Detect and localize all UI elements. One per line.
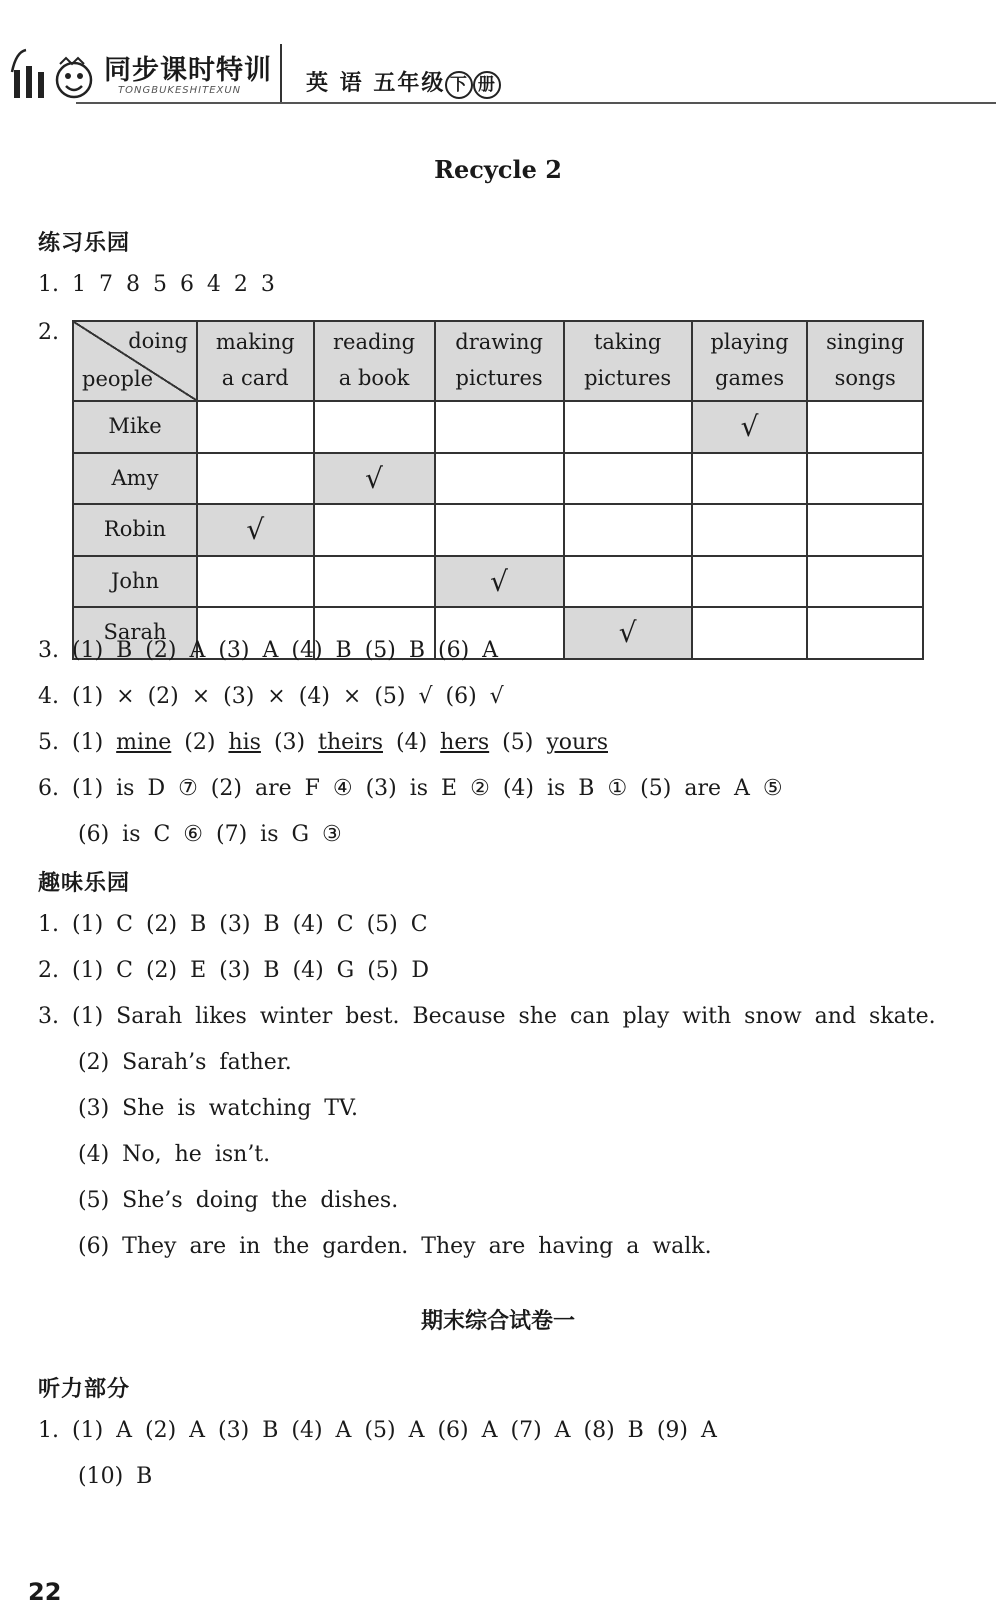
check-mark-cell: √ <box>197 504 314 556</box>
exam-title: 期末综合试卷一 <box>420 1309 575 1334</box>
subject-label: 英 语 <box>306 71 364 96</box>
volume-badge: 下 <box>445 71 473 99</box>
empty-cell <box>564 401 692 453</box>
empty-cell <box>197 556 314 608</box>
answer-q6-line1: 6. (1) is D ⑦ (2) are F ④ (3) is E ② (4) is B ① (5) are A ⑤ <box>38 776 783 801</box>
check-mark-cell: √ <box>564 607 692 659</box>
table-row <box>73 556 923 608</box>
empty-cell <box>435 453 564 505</box>
answer-word: hers <box>440 730 490 755</box>
fun-answer-q3-2: (2) Sarah’s father. <box>78 1050 292 1075</box>
table-row <box>73 504 923 556</box>
section-heading-listening: 听力部分 <box>38 1377 131 1402</box>
corner-col-label: doing <box>128 329 188 353</box>
table-row <box>73 453 923 505</box>
corner-row-label: people <box>82 367 154 392</box>
answer-q2-label: 2. <box>38 320 59 345</box>
fun-answer-q3-1: 3. (1) Sarah likes winter best. Because she can play with snow and skate. <box>38 1004 936 1029</box>
empty-cell <box>564 556 692 608</box>
empty-cell <box>692 607 808 659</box>
empty-cell <box>435 401 564 453</box>
empty-cell <box>564 453 692 505</box>
fun-answer-q1: 1. (1) C (2) B (3) B (4) C (5) C <box>38 912 428 937</box>
empty-cell <box>197 453 314 505</box>
empty-cell <box>692 556 808 608</box>
empty-cell <box>692 453 808 505</box>
answer-q4: 4. (1) × (2) × (3) × (4) × (5) √ (6) √ <box>38 684 504 709</box>
cartoon-logo-icon <box>8 42 94 102</box>
header-cell: drawing pictures <box>435 321 564 401</box>
fun-answer-q3-6: (6) They are in the garden. They are having a walk. <box>78 1234 712 1259</box>
fun-answer-q2: 2. (1) C (2) E (3) B (4) G (5) D <box>38 958 430 983</box>
header-cell: taking pictures <box>564 321 692 401</box>
grade-label: 五年级 <box>373 71 446 96</box>
section-heading-fun: 趣味乐园 <box>38 871 131 896</box>
header-cell: singing songs <box>807 321 923 401</box>
check-mark-cell: √ <box>314 453 435 505</box>
fun-answer-q3-5: (5) She’s doing the dishes. <box>78 1188 399 1213</box>
table-body <box>73 401 923 659</box>
header-cell: playing games <box>692 321 808 401</box>
empty-cell <box>314 556 435 608</box>
empty-cell <box>807 607 923 659</box>
section-title: Recycle 2 <box>434 155 562 184</box>
empty-cell <box>314 504 435 556</box>
empty-cell <box>807 556 923 608</box>
table-row <box>73 401 923 453</box>
series-pinyin: TONGBUKESHITEXUN <box>118 85 242 96</box>
answer-q1: 1. 1 7 8 5 6 4 2 3 <box>38 272 275 297</box>
section-heading-practice: 练习乐园 <box>38 231 131 256</box>
empty-cell <box>564 504 692 556</box>
series-title: 同步课时特训 <box>104 55 272 86</box>
answer-word: mine <box>116 730 172 755</box>
check-mark-cell: √ <box>692 401 808 453</box>
empty-cell <box>314 401 435 453</box>
person-name-cell: Sarah <box>73 607 197 659</box>
empty-cell <box>807 401 923 453</box>
person-name-cell: Amy <box>73 453 197 505</box>
empty-cell <box>435 504 564 556</box>
person-name-cell: John <box>73 556 197 608</box>
exam-answer-q1-line1: 1. (1) A (2) A (3) B (4) A (5) A (6) A (7) A (8) B (9) A <box>38 1418 717 1443</box>
empty-cell <box>692 504 808 556</box>
answer-q6-line2: (6) is C ⑥ (7) is G ③ <box>78 822 342 847</box>
header-divider <box>280 44 282 102</box>
activity-table <box>72 320 924 660</box>
answer-word: yours <box>546 730 608 755</box>
header-rule <box>76 102 996 104</box>
empty-cell <box>197 401 314 453</box>
exam-answer-q1-line2: (10) B <box>78 1464 153 1489</box>
answer-word: theirs <box>318 730 383 755</box>
book-info <box>306 66 501 99</box>
header-cell: reading a book <box>314 321 435 401</box>
fun-answer-q3-4: (4) No, he isn’t. <box>78 1142 271 1167</box>
fun-answer-q3-3: (3) She is watching TV. <box>78 1096 358 1121</box>
table-header-row <box>73 321 923 401</box>
check-mark-cell: √ <box>435 556 564 608</box>
empty-cell <box>807 504 923 556</box>
person-name-cell: Mike <box>73 401 197 453</box>
page-number: 22 <box>28 1578 62 1606</box>
person-name-cell: Robin <box>73 504 197 556</box>
page-header <box>0 30 996 110</box>
answer-word: his <box>228 730 261 755</box>
header-cell: making a card <box>197 321 314 401</box>
volume-badge-2: 册 <box>473 71 501 99</box>
table-corner-cell <box>73 321 197 401</box>
answer-q3: 3. (1) B (2) A (3) A (4) B (5) B (6) A <box>38 638 499 663</box>
empty-cell <box>807 453 923 505</box>
answer-q5: 5. (1) mine (2) his (3) theirs (4) hers (5) yours <box>38 730 608 755</box>
